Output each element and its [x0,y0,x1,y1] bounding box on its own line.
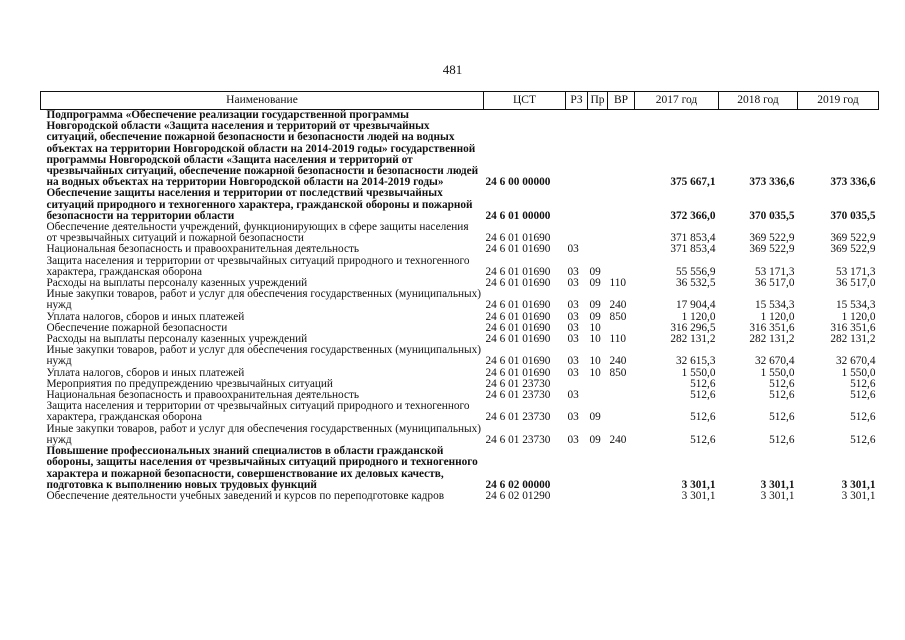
cell-name: Обеспечение деятельности учреждений, функционирующих в сфере защиты населения от чрезвычайных ситуаций и пожарной безопасности [46,221,469,245]
budget-table [40,91,879,502]
cell-2017: 512,6 [690,411,716,424]
cell-rz [566,491,588,502]
table-row [41,345,879,367]
cell-2019: 512,6 [850,433,876,446]
cell-2018: 1 120,0 [760,310,795,323]
cell-rz: 03 [567,243,579,256]
table-row [41,222,879,244]
cell-cst: 24 6 01 23730 [485,411,551,424]
cell-rz: 03 [567,277,579,290]
cell-name: Иные закупки товаров, работ и услуг для обеспечения государственных (муниципальных) нужд [46,344,482,368]
cell-rz [566,446,588,491]
cell-pr: 09 [589,433,601,446]
cell-rz: 03 [567,433,579,446]
cell-cst: 24 6 01 23730 [485,389,551,402]
cell-pr [588,446,608,491]
cell-rz [566,188,588,222]
cell-name: Национальная безопасность и правоохранительная деятельность [46,389,360,402]
cell-vr: 110 [609,333,627,346]
col-header-2019: 2019 год [798,92,879,110]
cell-name: Мероприятия по предупреждению чрезвычайных ситуаций [46,377,333,390]
cell-2018: 512,6 [769,377,795,390]
cell-2019: 36 517,0 [835,277,876,290]
cell-2019: 3 301,1 [841,478,876,491]
cell-pr [588,110,608,189]
cell-cst: 24 6 01 00000 [485,209,551,222]
cell-2018: 282 131,2 [749,333,795,346]
cell-vr: 850 [609,366,627,379]
cell-2018: 53 171,3 [754,265,795,278]
table-row [41,491,879,502]
cell-pr [588,390,608,401]
col-header-rz: РЗ [566,92,588,110]
cell-2019: 512,6 [850,389,876,402]
cell-cst: 24 6 01 01690 [485,277,551,290]
cell-2019: 53 171,3 [835,265,876,278]
cell-2018: 369 522,9 [749,243,795,256]
cell-name: Расходы на выплаты персоналу казенных учреждений [46,333,308,346]
cell-rz [566,222,588,244]
cell-2017: 512,6 [690,389,716,402]
table-row [41,244,879,255]
cell-rz: 03 [567,411,579,424]
cell-name: Повышение профессиональных знаний специалистов в области гражданской обороны, защиты населения от чрезвычайных ситуаций природного и техногенного характера и пожарной безопасности, совершенствование их деловых качеств, подготовка к выполнению новых трудовых функций [46,445,478,491]
cell-name: Иные закупки товаров, работ и услуг для обеспечения государственных (муниципальных) нужд [46,422,482,446]
cell-cst: 24 6 01 01690 [485,321,551,334]
cell-2018: 369 522,9 [749,232,795,245]
cell-name: Расходы на выплаты персоналу казенных учреждений [46,277,308,290]
col-header-name: Наименование [41,92,484,110]
cell-cst: 24 6 00 00000 [485,176,551,189]
cell-2017: 282 131,2 [670,333,716,346]
cell-2019: 369 522,9 [830,232,876,245]
cell-2017: 512,6 [690,377,716,390]
cell-cst: 24 6 01 01690 [485,243,551,256]
cell-pr: 09 [589,277,601,290]
cell-rz: 03 [567,389,579,402]
cell-cst: 24 6 01 01690 [485,299,551,312]
cell-vr: 850 [609,310,627,323]
col-header-cst: ЦСТ [484,92,566,110]
col-header-vr: ВР [608,92,635,110]
page-number: 481 [442,62,463,77]
cell-vr [608,222,635,244]
cell-vr: 240 [609,433,627,446]
cell-pr [588,491,608,502]
cell-name: Подпрограмма «Обеспечение реализации государственной программы Новгородской области «Защита населения и территорий от чрезвычайных ситуаций, обеспечение пожарной безопасности и безопасности людей на водных объектах на территории Новгородской области на 2014-2019 годы» государственной программы Новгородской области «Защита населения и территорий от чрезвычайных ситуаций, обеспечение пожарной безопасности и безопасности людей на водных объектах на территории Новгородской области на 2014-2019 годы» [46,109,479,189]
table-body [41,110,879,503]
cell-2017: 371 853,4 [670,243,716,256]
cell-pr: 09 [589,299,601,312]
col-header-2017: 2017 год [635,92,719,110]
cell-rz: 03 [567,299,579,312]
cell-2017: 3 301,1 [681,478,716,491]
cell-2017: 55 556,9 [675,265,716,278]
cell-vr [608,256,635,278]
cell-rz: 03 [567,355,579,368]
cell-pr: 10 [589,355,601,368]
cell-2017: 371 853,4 [670,232,716,245]
cell-pr: 10 [589,321,601,334]
cell-vr [608,188,635,222]
cell-2018: 370 035,5 [749,209,795,222]
table-row [41,289,879,311]
cell-rz: 03 [567,366,579,379]
cell-cst: 24 6 01 01690 [485,232,551,245]
cell-2018: 36 517,0 [754,277,795,290]
cell-2019: 15 534,3 [835,299,876,312]
cell-2017: 36 532,5 [675,277,716,290]
cell-2019: 316 351,6 [830,321,876,334]
table-row [41,446,879,491]
cell-name: Уплата налогов, сборов и иных платежей [46,310,245,323]
cell-pr: 09 [589,310,601,323]
cell-2018: 32 670,4 [754,355,795,368]
cell-vr [608,401,635,423]
cell-2017: 17 904,4 [675,299,716,312]
cell-2018: 15 534,3 [754,299,795,312]
cell-2019: 1 120,0 [841,310,876,323]
table-row [41,256,879,278]
cell-2019: 370 035,5 [830,209,876,222]
cell-rz: 03 [567,321,579,334]
cell-2017: 316 296,5 [670,321,716,334]
cell-vr [608,446,635,491]
cell-rz: 03 [567,310,579,323]
cell-pr [588,379,608,390]
cell-vr: 240 [609,355,627,368]
cell-vr [608,110,635,189]
cell-cst: 24 6 02 00000 [485,478,551,491]
cell-pr [588,222,608,244]
cell-cst: 24 6 01 01690 [485,333,551,346]
cell-cst: 24 6 02 01290 [485,489,551,502]
cell-name: Обеспечение защиты населения и территории от последствий чрезвычайных ситуаций природного и техногенного характера, гражданской обороны и пожарной безопасности на территории области [46,187,473,222]
cell-2018: 512,6 [769,433,795,446]
cell-2018: 373 336,6 [749,176,795,189]
cell-2019: 3 301,1 [841,489,876,502]
cell-vr [608,491,635,502]
cell-2019: 512,6 [850,411,876,424]
cell-2018: 316 351,6 [749,321,795,334]
cell-2019: 282 131,2 [830,333,876,346]
cell-2019: 373 336,6 [830,176,876,189]
cell-name: Национальная безопасность и правоохранительная деятельность [46,243,360,256]
cell-2019: 32 670,4 [835,355,876,368]
cell-vr [608,244,635,255]
cell-2018: 1 550,0 [760,366,795,379]
cell-2017: 512,6 [690,433,716,446]
cell-pr [588,188,608,222]
cell-cst: 24 6 01 01690 [485,265,551,278]
cell-name: Обеспечение деятельности учебных заведений и курсов по переподготовке кадров [46,489,445,502]
cell-pr [588,244,608,255]
cell-vr: 110 [609,277,627,290]
cell-vr [608,379,635,390]
cell-2018: 512,6 [769,411,795,424]
cell-vr: 240 [609,299,627,312]
cell-2018: 512,6 [769,389,795,402]
cell-2018: 3 301,1 [760,489,795,502]
cell-2017: 32 615,3 [675,355,716,368]
cell-2019: 1 550,0 [841,366,876,379]
cell-rz: 03 [567,333,579,346]
cell-2017: 1 120,0 [681,310,716,323]
cell-name: Защита населения и территории от чрезвычайных ситуаций природного и техногенного характера, гражданская оборона [46,400,470,424]
cell-cst: 24 6 01 01690 [485,355,551,368]
cell-name: Защита населения и территории от чрезвычайных ситуаций природного и техногенного характера, гражданская оборона [46,254,470,278]
cell-pr: 09 [589,411,601,424]
cell-name: Уплата налогов, сборов и иных платежей [46,366,245,379]
cell-2017: 1 550,0 [681,366,716,379]
cell-cst: 24 6 01 23730 [485,377,551,390]
cell-pr: 10 [589,366,601,379]
cell-cst: 24 6 01 01690 [485,310,551,323]
cell-2018: 3 301,1 [760,478,795,491]
cell-rz [566,110,588,189]
cell-vr [608,390,635,401]
header-row [41,92,879,110]
cell-rz: 03 [567,265,579,278]
cell-cst: 24 6 01 23730 [485,433,551,446]
cell-2017: 372 366,0 [670,209,716,222]
cell-pr: 10 [589,333,601,346]
cell-cst: 24 6 01 01690 [485,366,551,379]
table-row [41,188,879,222]
cell-2019: 369 522,9 [830,243,876,256]
cell-name: Обеспечение пожарной безопасности [46,321,228,334]
cell-2019: 512,6 [850,377,876,390]
table-row [41,110,879,189]
col-header-pr: Пр [588,92,608,110]
table-row [41,424,879,446]
cell-pr: 09 [589,265,601,278]
cell-name: Иные закупки товаров, работ и услуг для обеспечения государственных (муниципальных) нужд [46,288,482,312]
table-row [41,401,879,423]
cell-2017: 375 667,1 [670,176,716,189]
cell-2017: 3 301,1 [681,489,716,502]
col-header-2018: 2018 год [719,92,798,110]
